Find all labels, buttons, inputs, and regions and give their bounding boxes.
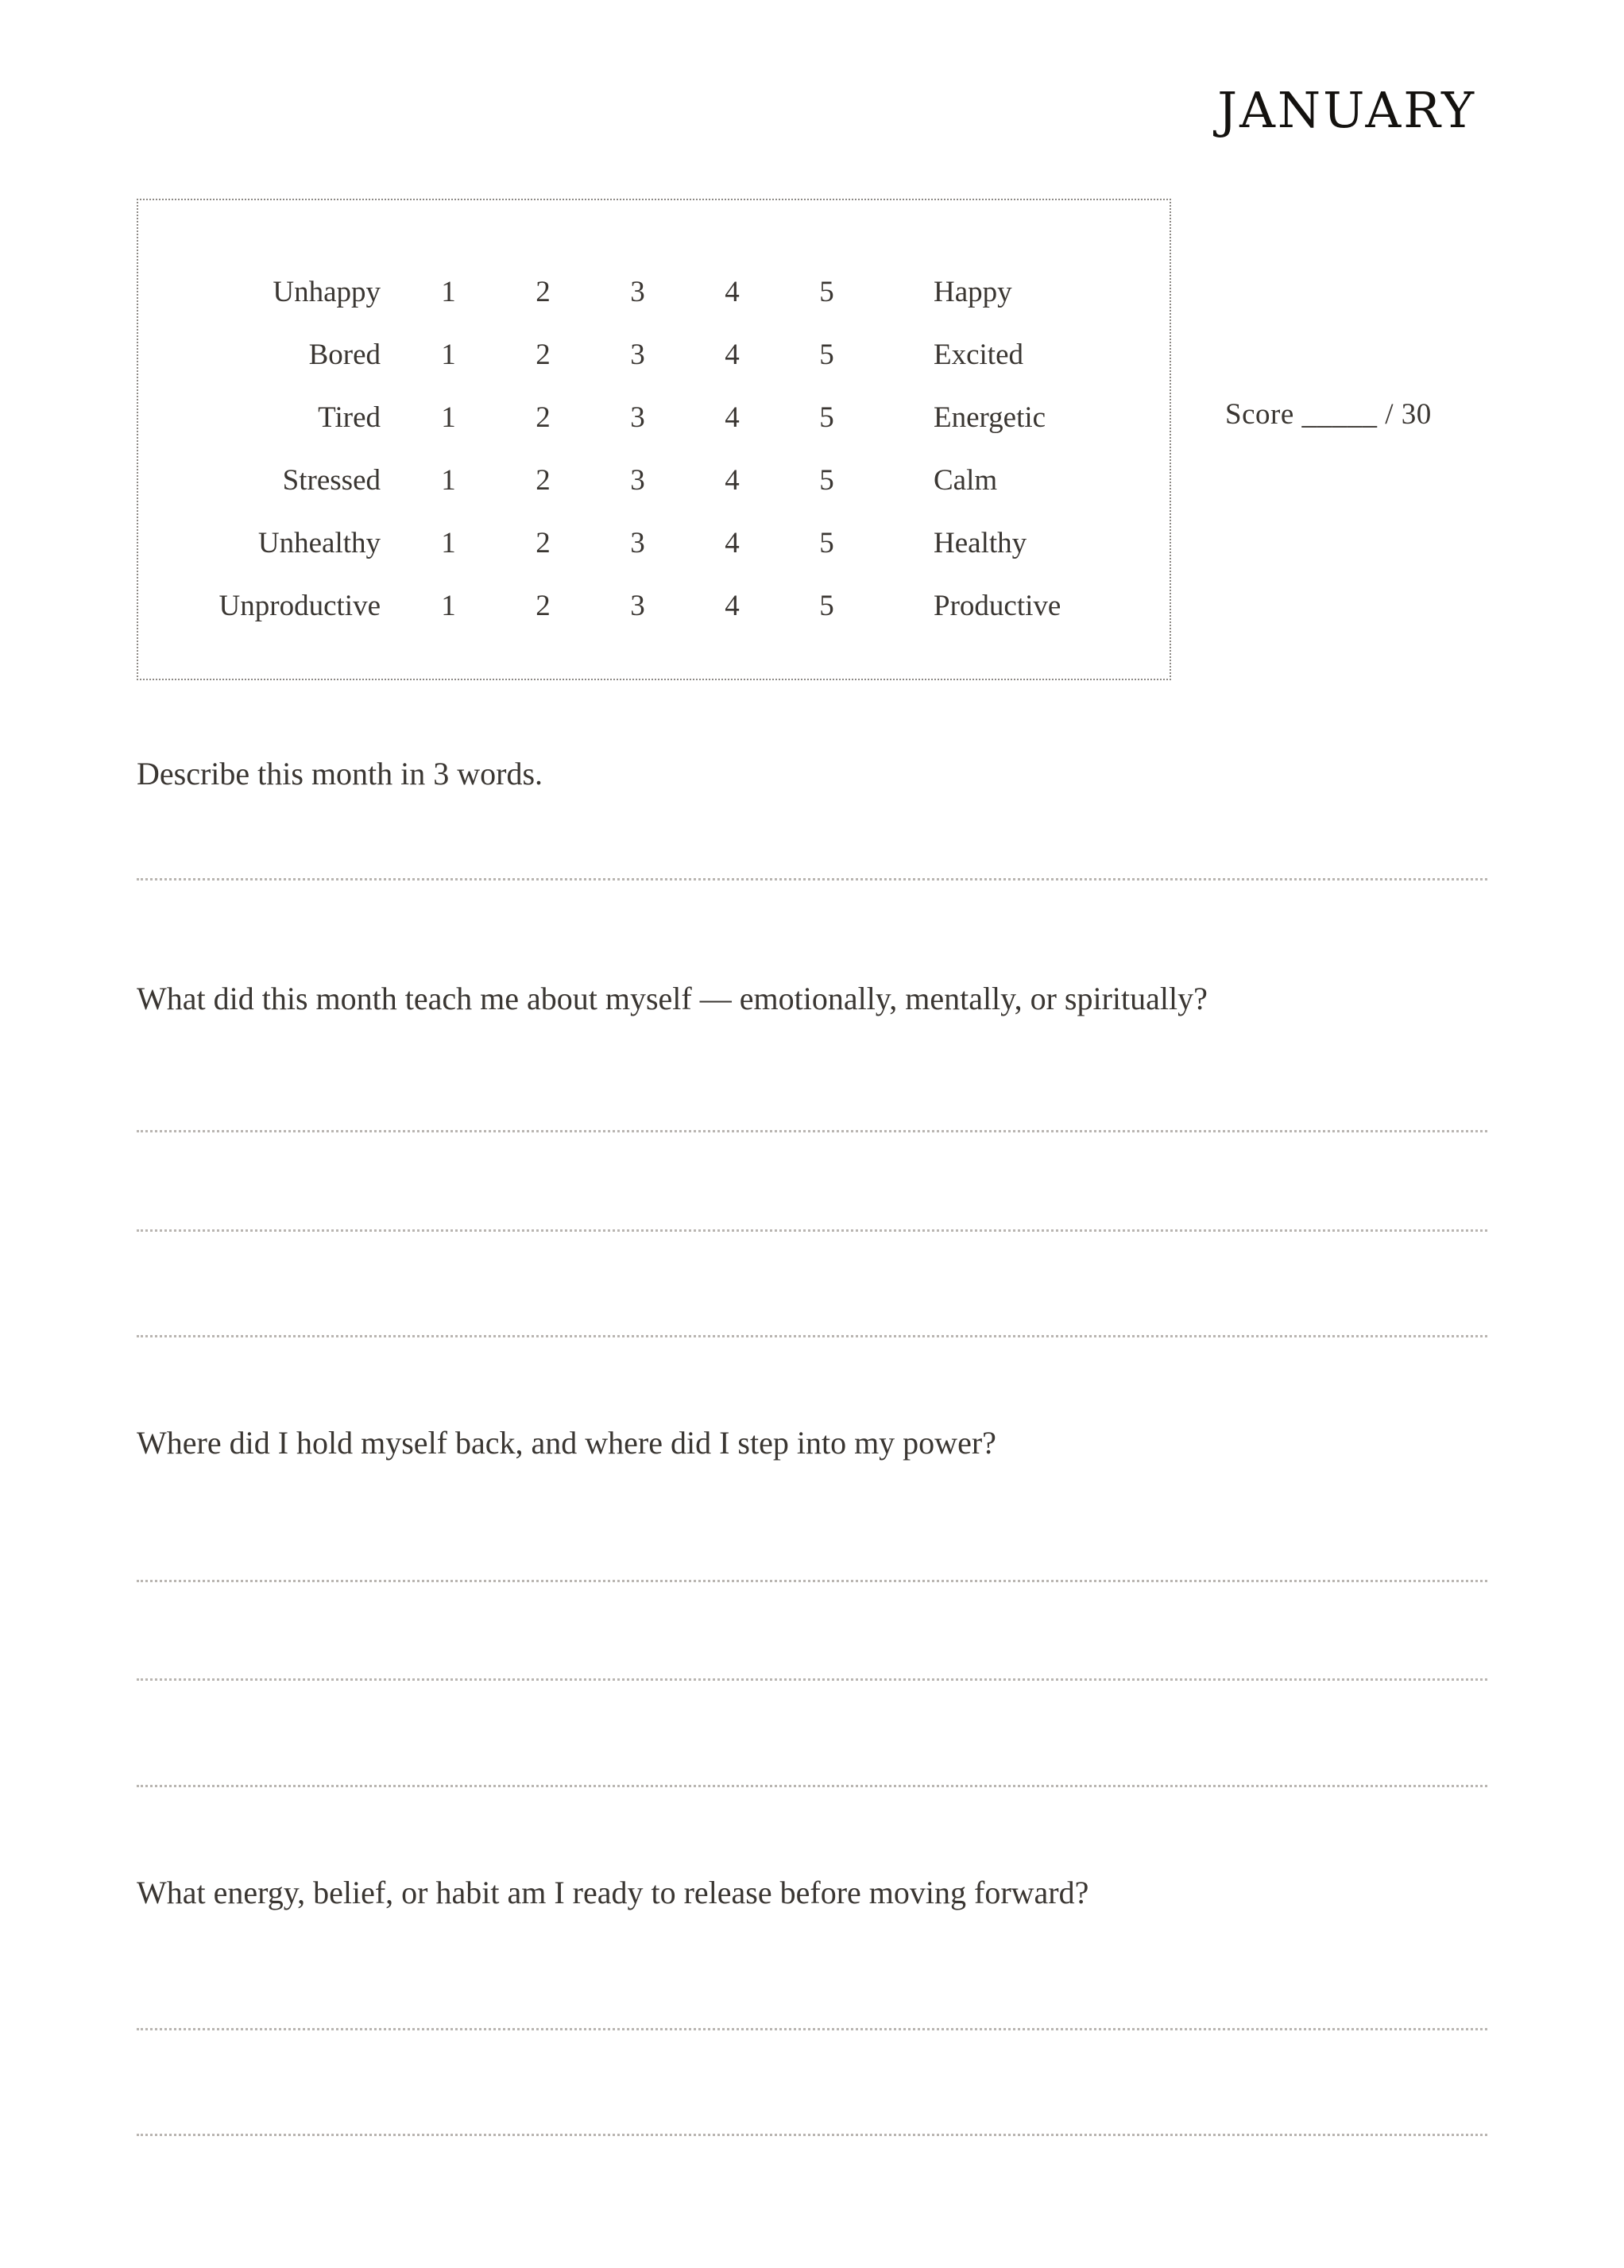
mood-left-label: Bored bbox=[308, 339, 381, 371]
mood-rating-option[interactable]: 3 bbox=[630, 527, 645, 559]
question-prompt-2: What did this month teach me about myself — emotionally, mentally, or spiritually? bbox=[137, 981, 1208, 1016]
writing-line[interactable] bbox=[137, 878, 1487, 880]
mood-rating-option[interactable]: 5 bbox=[819, 401, 834, 434]
mood-right-label: Calm bbox=[934, 464, 998, 497]
writing-line[interactable] bbox=[137, 2028, 1487, 2030]
mood-rating-option[interactable]: 3 bbox=[630, 339, 645, 371]
mood-rating-option[interactable]: 2 bbox=[536, 464, 551, 497]
mood-rating-option[interactable]: 4 bbox=[725, 464, 740, 497]
mood-rating-option[interactable]: 5 bbox=[819, 276, 834, 308]
mood-scale-box bbox=[137, 199, 1171, 680]
mood-rating-option[interactable]: 5 bbox=[819, 339, 834, 371]
mood-rating-option[interactable]: 5 bbox=[819, 590, 834, 622]
mood-rating-option[interactable]: 4 bbox=[725, 339, 740, 371]
mood-scale-row bbox=[138, 323, 1170, 386]
mood-rating-option[interactable]: 2 bbox=[536, 590, 551, 622]
mood-rating-group bbox=[401, 338, 878, 372]
mood-rating-group bbox=[401, 463, 878, 497]
mood-left-label: Unproductive bbox=[218, 590, 381, 622]
mood-rating-option[interactable]: 2 bbox=[536, 401, 551, 434]
mood-scale-row bbox=[138, 512, 1170, 575]
mood-rating-option[interactable]: 5 bbox=[819, 464, 834, 497]
mood-rating-group bbox=[401, 401, 878, 435]
mood-rating-option[interactable]: 4 bbox=[725, 276, 740, 308]
mood-rating-option[interactable]: 1 bbox=[441, 464, 456, 497]
question-prompt-4: What energy, belief, or habit am I ready to release before moving forward? bbox=[137, 1875, 1089, 1910]
page-title-month: JANUARY bbox=[1217, 81, 1476, 139]
mood-right-label: Happy bbox=[934, 276, 1012, 308]
mood-right-label: Energetic bbox=[934, 401, 1046, 434]
mood-rating-option[interactable]: 1 bbox=[441, 527, 456, 559]
mood-scale-rows bbox=[138, 261, 1170, 637]
mood-right-label: Productive bbox=[934, 590, 1061, 622]
mood-rating-option[interactable]: 4 bbox=[725, 527, 740, 559]
mood-rating-option[interactable]: 5 bbox=[819, 527, 834, 559]
mood-scale-row bbox=[138, 261, 1170, 323]
mood-left-label: Unhealthy bbox=[257, 527, 381, 559]
mood-rating-option[interactable]: 3 bbox=[630, 590, 645, 622]
mood-scale-row bbox=[138, 386, 1170, 449]
mood-right-label: Excited bbox=[934, 339, 1024, 371]
mood-rating-option[interactable]: 2 bbox=[536, 339, 551, 371]
mood-rating-option[interactable]: 2 bbox=[536, 527, 551, 559]
mood-left-label: Stressed bbox=[282, 464, 381, 497]
mood-scale-row bbox=[138, 449, 1170, 512]
writing-line[interactable] bbox=[137, 2134, 1487, 2136]
mood-rating-group bbox=[401, 589, 878, 623]
writing-line[interactable] bbox=[137, 1229, 1487, 1232]
mood-rating-option[interactable]: 1 bbox=[441, 339, 456, 371]
question-prompt-3: Where did I hold myself back, and where did I step into my power? bbox=[137, 1425, 996, 1461]
question-prompt-1: Describe this month in 3 words. bbox=[137, 756, 543, 791]
mood-scale-row bbox=[138, 575, 1170, 637]
mood-rating-option[interactable]: 3 bbox=[630, 464, 645, 497]
score-field[interactable]: Score _____ / 30 bbox=[1225, 398, 1432, 431]
mood-rating-option[interactable]: 4 bbox=[725, 590, 740, 622]
mood-rating-option[interactable]: 1 bbox=[441, 590, 456, 622]
writing-line[interactable] bbox=[137, 1580, 1487, 1582]
mood-rating-group bbox=[401, 275, 878, 309]
mood-rating-option[interactable]: 3 bbox=[630, 401, 645, 434]
mood-rating-option[interactable]: 1 bbox=[441, 401, 456, 434]
writing-line[interactable] bbox=[137, 1130, 1487, 1132]
mood-rating-group bbox=[401, 526, 878, 560]
mood-right-label: Healthy bbox=[934, 527, 1027, 559]
writing-line[interactable] bbox=[137, 1335, 1487, 1337]
mood-left-label: Tired bbox=[318, 401, 381, 434]
mood-rating-option[interactable]: 2 bbox=[536, 276, 551, 308]
mood-rating-option[interactable]: 4 bbox=[725, 401, 740, 434]
mood-rating-option[interactable]: 1 bbox=[441, 276, 456, 308]
writing-line[interactable] bbox=[137, 1678, 1487, 1681]
writing-line[interactable] bbox=[137, 1785, 1487, 1787]
mood-left-label: Unhappy bbox=[273, 276, 381, 308]
mood-rating-option[interactable]: 3 bbox=[630, 276, 645, 308]
